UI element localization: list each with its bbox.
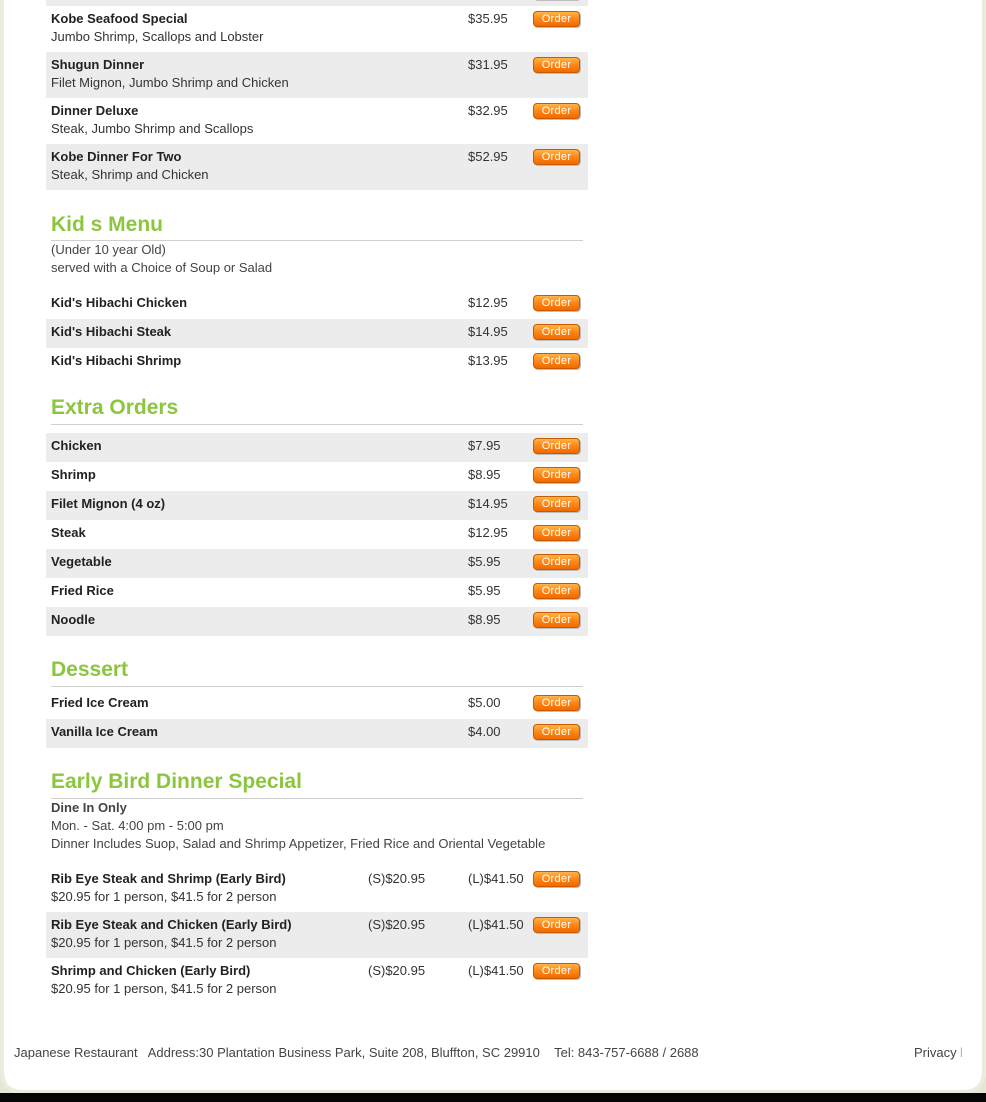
item-price: $5.00 <box>468 695 501 710</box>
item-description: Steak, Shrimp and Chicken <box>51 167 209 182</box>
menu-item-row <box>46 98 588 144</box>
order-button[interactable]: Order <box>533 612 580 628</box>
menu-item-row <box>46 549 588 578</box>
item-description: Filet Mignon, Jumbo Shrimp and Chicken <box>51 75 289 90</box>
item-name: Fried Ice Cream <box>51 695 149 710</box>
item-price: $31.95 <box>468 57 508 72</box>
menu-item-row <box>46 491 588 520</box>
item-name: Vegetable <box>51 554 112 569</box>
menu-item-row <box>46 866 588 912</box>
menu-item-row <box>46 958 588 1004</box>
section-note: Dine In Only <box>51 800 127 815</box>
item-price: $12.95 <box>468 295 508 310</box>
item-name: Shrimp <box>51 467 96 482</box>
item-description: $20.95 for 1 person, $41.5 for 2 person <box>51 935 277 950</box>
item-name: Filet Mignon (4 oz) <box>51 496 166 511</box>
item-price: $8.95 <box>468 467 501 482</box>
menu-item-row <box>46 319 588 348</box>
menu-item-row <box>46 348 588 377</box>
item-name: Shugun Dinner <box>51 57 145 72</box>
section-title: Dessert <box>51 658 129 681</box>
item-price: $4.00 <box>468 724 501 739</box>
item-price-large: (L)$41.50 <box>468 917 524 932</box>
item-name: Noodle <box>51 612 96 627</box>
item-description: Steak, Jumbo Shrimp and Scallops <box>51 121 254 136</box>
section-divider <box>51 424 583 425</box>
section-divider <box>51 798 583 799</box>
item-name: Steak <box>51 525 86 540</box>
item-name: Kobe Dinner For Two <box>51 149 182 164</box>
item-name: Kid's Hibachi Chicken <box>51 295 188 310</box>
privacy-link[interactable]: Privacy <box>914 1045 957 1060</box>
section-note: Mon. - Sat. 4:00 pm - 5:00 pm <box>51 818 224 833</box>
item-price: $5.95 <box>468 554 501 569</box>
order-button[interactable]: Order <box>533 438 580 454</box>
item-price-large: (L)$41.50 <box>468 963 524 978</box>
order-button[interactable]: Order <box>533 57 580 73</box>
section-note: served with a Choice of Soup or Salad <box>51 260 273 275</box>
menu-item-row <box>46 578 588 607</box>
item-name: Kid's Hibachi Shrimp <box>51 353 182 368</box>
item-name: Vanilla Ice Cream <box>51 724 158 739</box>
footer-separator: | <box>960 1047 963 1058</box>
extra-orders-header <box>46 377 588 433</box>
dessert-header <box>46 636 588 690</box>
item-price-small: (S)$20.95 <box>368 871 426 886</box>
order-button[interactable]: Order <box>533 295 580 311</box>
item-price-large: (L)$41.50 <box>468 871 524 886</box>
order-button[interactable]: Order <box>533 496 580 512</box>
section-title: Extra Orders <box>51 396 179 419</box>
order-button[interactable]: Order <box>533 871 580 887</box>
order-button[interactable]: Order <box>533 353 580 369</box>
item-price: $14.95 <box>468 324 508 339</box>
menu-item-row <box>46 433 588 462</box>
item-price-small: (S)$20.95 <box>368 963 426 978</box>
item-name: Shrimp and Chicken (Early Bird) <box>51 963 251 978</box>
item-price: $7.95 <box>468 438 501 453</box>
order-button[interactable]: Order <box>533 554 580 570</box>
menu-item-row <box>46 607 588 636</box>
footer-address: Japanese Restaurant Address:30 Plantation Business Park, Suite 208, Bluffton, SC 29910 Tel: 843-757-6688 / 2688 <box>14 1045 699 1060</box>
item-name: Rib Eye Steak and Chicken (Early Bird) <box>51 917 292 932</box>
item-price: $52.95 <box>468 149 508 164</box>
order-button[interactable]: Order <box>533 525 580 541</box>
order-button[interactable]: Order <box>533 695 580 711</box>
item-price: $35.95 <box>468 11 508 26</box>
item-name: Kobe Seafood Special <box>51 11 188 26</box>
section-divider <box>51 240 583 241</box>
section-title: Kid s Menu <box>51 213 164 236</box>
item-price: $12.95 <box>468 525 508 540</box>
section-note: (Under 10 year Old) <box>51 242 166 257</box>
item-price: $13.95 <box>468 353 508 368</box>
item-price: $14.95 <box>468 496 508 511</box>
item-price: $8.95 <box>468 612 501 627</box>
menu-item-row <box>46 6 588 52</box>
early-bird-header <box>46 748 588 866</box>
item-description: Jumbo Shrimp, Scallops and Lobster <box>51 29 264 44</box>
section-divider <box>51 686 583 687</box>
item-description: $20.95 for 1 person, $41.5 for 2 person <box>51 889 277 904</box>
order-button[interactable]: Order <box>533 11 580 27</box>
item-price: $32.95 <box>468 103 508 118</box>
menu-item-row <box>46 52 588 98</box>
item-name: Dinner Deluxe <box>51 103 139 118</box>
menu-item-row <box>46 690 588 719</box>
menu-item-row <box>46 290 588 319</box>
item-price-small: (S)$20.95 <box>368 917 426 932</box>
item-name: Rib Eye Steak and Shrimp (Early Bird) <box>51 871 286 886</box>
item-description: $20.95 for 1 person, $41.5 for 2 person <box>51 981 277 996</box>
order-button[interactable]: Order <box>533 103 580 119</box>
section-title: Early Bird Dinner Special <box>51 770 302 793</box>
menu-item-row <box>46 912 588 958</box>
menu-list <box>46 0 588 1004</box>
order-button[interactable]: Order <box>533 963 580 979</box>
order-button[interactable]: Order <box>533 324 580 340</box>
item-name: Kid's Hibachi Steak <box>51 324 172 339</box>
order-button[interactable]: Order <box>533 467 580 483</box>
item-name: Chicken <box>51 438 102 453</box>
menu-item-row <box>46 462 588 491</box>
section-note: Dinner Includes Suop, Salad and Shrimp Appetizer, Fried Rice and Oriental Vegetable <box>51 836 546 851</box>
order-button[interactable]: Order <box>533 149 580 165</box>
menu-item-row <box>46 719 588 748</box>
kids-menu-header <box>46 190 588 290</box>
order-button[interactable]: Order <box>533 583 580 599</box>
order-button[interactable]: Order <box>533 724 580 740</box>
menu-item-row <box>46 520 588 549</box>
bottom-bar <box>0 1093 986 1102</box>
item-name: Fried Rice <box>51 583 114 598</box>
item-price: $5.95 <box>468 583 501 598</box>
order-button[interactable]: Order <box>533 917 580 933</box>
menu-item-row <box>46 144 588 190</box>
